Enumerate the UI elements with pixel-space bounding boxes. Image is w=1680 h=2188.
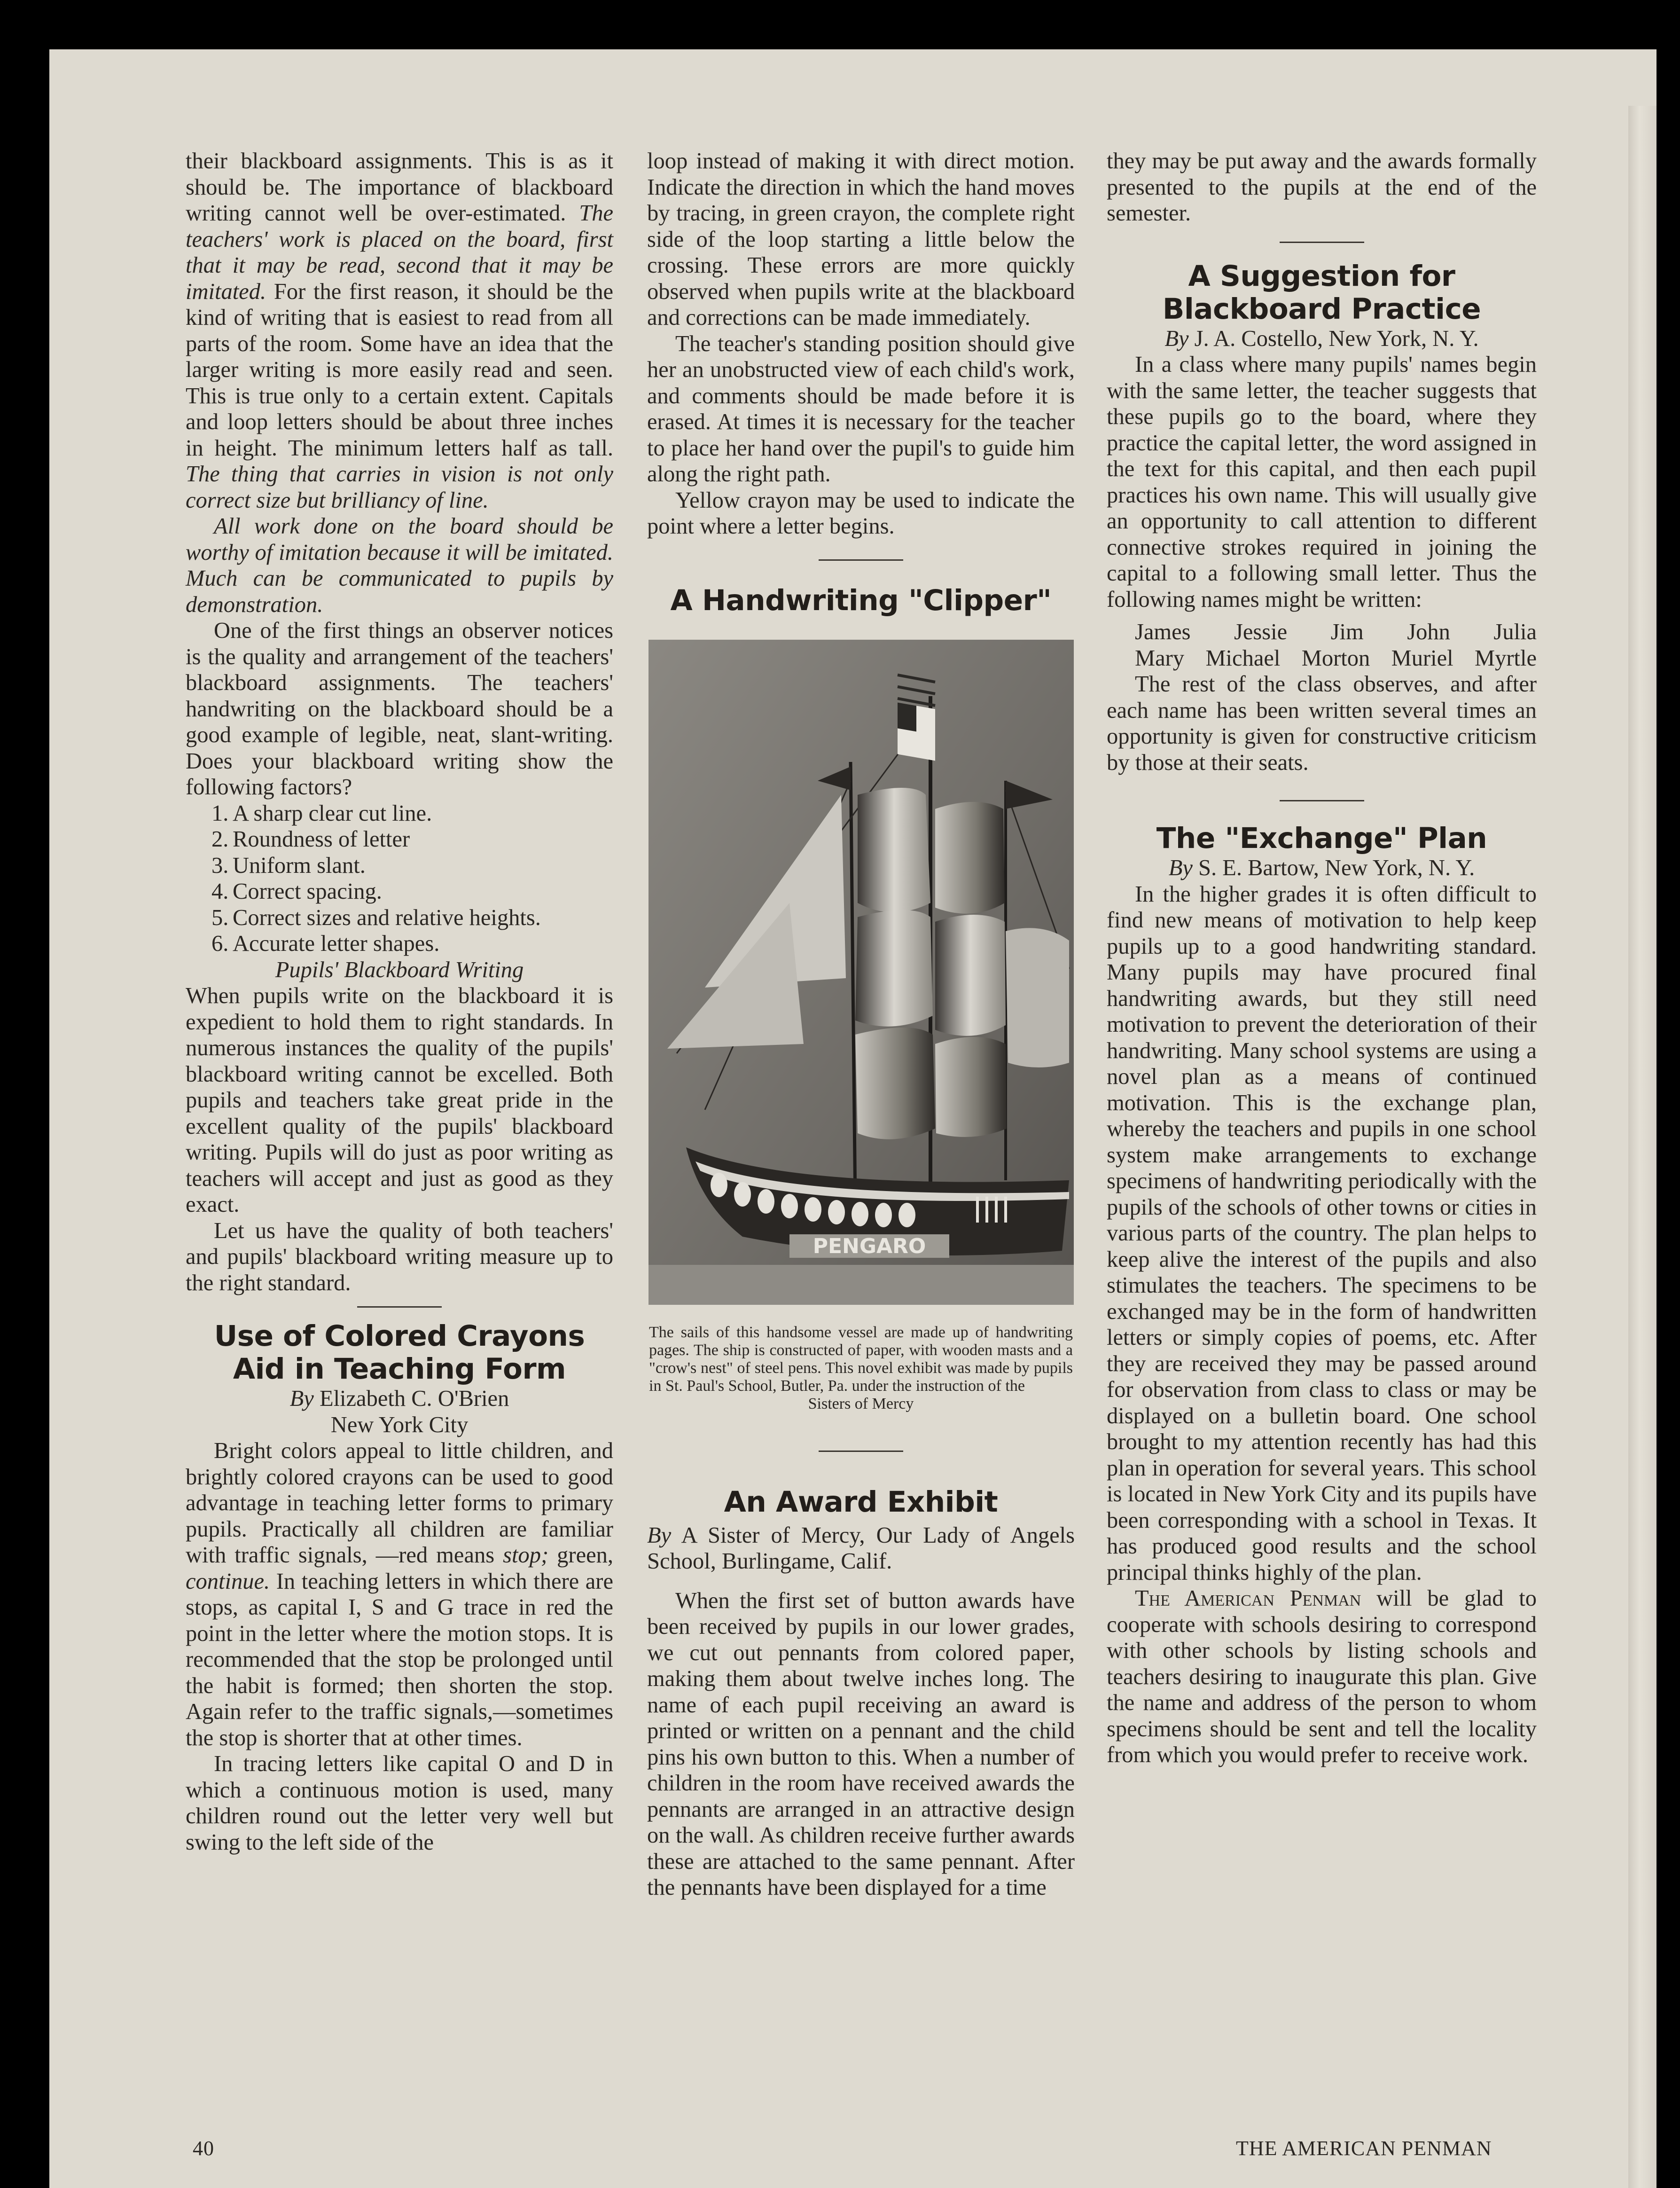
list-item: 6. Accurate letter shapes. [211, 931, 440, 956]
factors-list [186, 800, 613, 957]
ship-photograph [649, 640, 1074, 1305]
column-3 [1107, 148, 1537, 1768]
list-item: 5. Correct sizes and relative heights. [211, 905, 541, 930]
paragraph: When pupils write on the blackboard it is expedient to hold them to right standards. In numerous instances the quality of the pupils' blackboard writing cannot be excelled. Both pupils and teachers take great pride in the excellent quality of the pupils' blackboard writing. Pupils will do just as poor writing as teachers will accept and just as good as they exact. [186, 983, 613, 1217]
section-divider [1280, 800, 1364, 801]
page-number: 40 [193, 2137, 214, 2160]
list-item: 3. Uniform slant. [211, 853, 366, 878]
paragraph: Let us have the quality of both teachers' and pupils' blackboard writing measure up to the right standard. [186, 1218, 613, 1295]
section-divider [1280, 242, 1364, 243]
paragraph: In a class where many pupils' names begin with the same letter, the teacher suggests that these pupils go to the board, where they practice the capital letter, the word assigned in the text for this capital, and then each pupil practices his own name. This will usually give an opportunity to call attention to different connective strokes required in joining the capital to a following small letter. Thus the following names might be written: [1107, 352, 1537, 612]
paragraph: One of the first things an observer notices is the quality and arrangement of the teachers' blackboard assignments. The teachers' handwriting on the blackboard should be a good example of legible, neat, slant-writing. Does your blackboard writing show the following factors? [186, 618, 613, 800]
column-1 [186, 148, 613, 1855]
list-item: 4. Correct spacing. [211, 879, 382, 904]
paragraph: Bright colors appeal to little children, and brightly colored crayons can be used to good advantage in teaching letter forms to primary pupils. Practically all children are familiar with traffic signals, —red means stop; green, continue. In teaching letters in which there are stops, as capital I, S and G trace in red the point in the letter where the motion stops. It is recommended that the stop be prolonged until the habit is formed; then shorten the stop. Again refer to the traffic signals,—sometimes the stop is shorter that at other times. [186, 1438, 613, 1750]
paragraph: loop instead of making it with direct motion. Indicate the direction in which the hand moves by tracing, in green crayon, the complete right side of the loop starting a little below the crossing. These errors are more quickly observed when pupils write at the blackboard and corrections can be made immediately. [647, 149, 1075, 330]
paragraph: they may be put away and the awards formally presented to the pupils at the end of the semester. [1107, 149, 1537, 226]
byline: By A Sister of Mercy, Our Lady of Angels School, Burlingame, Calif. [647, 1522, 1075, 1574]
subheading: Pupils' Blackboard Writing [275, 957, 524, 982]
byline: By S. E. Bartow, New York, N. Y. [1168, 855, 1475, 880]
byline: By J. A. Costello, New York, N. Y. [1164, 326, 1479, 351]
clipper-ship-model-image [649, 640, 1074, 1305]
article-heading: A Suggestion for Blackboard Practice [1162, 259, 1481, 326]
byline: By Elizabeth C. O'Brien [289, 1386, 509, 1411]
byline-place: New York City [330, 1412, 469, 1437]
magazine-page [49, 49, 1657, 2188]
paragraph: When the first set of button awards have been received by pupils in our lower grades, we cut out pennants from colored paper, making them about twelve inches long. The name of each pupil receiving an award is printed or written on a pennant and the child pins his own button to this. When a number of children in the room have received awards the pennants are arranged in an attractive design on the wall. As children receive further awards these are attached to the same pennant. After the pennants have been displayed for a time [647, 1588, 1075, 1900]
running-title: THE AMERICAN PENMAN [1236, 2137, 1492, 2160]
paragraph: The rest of the class observes, and after each name has been written several times an opportunity is given for constructive criticism by those at their seats. [1107, 672, 1537, 775]
article-heading: The "Exchange" Plan [1156, 822, 1487, 855]
section-divider [357, 1306, 442, 1308]
paragraph: In tracing letters like capital O and D in which a continuous motion is used, many children round out the letter very well but swing to the left side of the [186, 1751, 613, 1855]
paragraph: Yellow crayon may be used to indicate the point where a letter begins. [647, 487, 1075, 539]
paragraph: The American Penman will be glad to cooperate with schools desiring to correspond with other schools by listing schools and teachers desiring to inaugurate this plan. Give the name and address of the person to whom specimens should be sent and tell the locality from which you would prefer to receive work. [1107, 1586, 1537, 1767]
list-item: 2. Roundness of letter [211, 827, 410, 852]
paragraph: The teacher's standing position should give her an unobstructed view of each child's work, and comments should be made before it is erased. At times it is necessary for the teacher to place her hand over the pupil's to guide him along the right path. [647, 331, 1075, 486]
paragraph: their blackboard assignments. This is as it should be. The importance of blackboard writing cannot well be over-estimated. The teachers' work is placed on the board, first that it may be read, second that it may be imitated. For the first reason, it should be the kind of writing that is easiest to read from all parts of the room. Some have an idea that the larger writing is more easily read and seen. This is true only to a certain extent. Capitals and loop letters should be about three inches in height. The minimum letters half as tall. The thing that carries in vision is not only correct size but brilliancy of line. [186, 149, 613, 513]
article-heading: An Award Exhibit [724, 1485, 998, 1519]
article-heading: A Handwriting "Clipper" [670, 583, 1052, 617]
list-item: 1. A sharp clear cut line. [211, 800, 432, 826]
section-divider [819, 559, 903, 561]
names-row-2: Mary Michael Morton Muriel Myrtle [1135, 645, 1537, 671]
paragraph: In the higher grades it is often difficult to find new means of motivation to help keep pupils up to a good handwriting standard. Many pupils may have procured final handwriting awards, but they still need motivation to prevent the deterioration of their handwriting. Many school systems are using a novel plan as a means of continued motivation. This is the exchange plan, whereby the teachers and pupils in one school system make arrangements to exchange specimens of handwriting periodically with the pupils of the schools of other towns or cities in various parts of the country. The plan helps to keep alive the interest of the pupils and also stimulates the teachers. The specimens to be exchanged may be in the form of handwritten letters or simply copies of poems, etc. After they are received they may be passed around for observation from class to class or may be displayed on a bulletin board. One school brought to my attention recently has had this plan in operation for several years. This school is located in New York City and its pupils have been corresponding with a school in Texas. It has produced good results and the school principal thinks highly of the plan. [1107, 881, 1537, 1585]
article-heading: Use of Colored Crayons Aid in Teaching Form [214, 1319, 585, 1386]
column-2 [647, 148, 1075, 1901]
photo-caption: The sails of this handsome vessel are made up of handwriting pages. The ship is constructed of paper, with wooden masts and a "crow's nest" of steel pens. This novel exhibit was made by pupils in St. Paul's School, Butler, Pa. under the instruction of the Sisters of Mercy [649, 1323, 1073, 1412]
ship-name-label: PENGARO [813, 1234, 926, 1258]
names-row-1: James Jessie Jim John Julia [1135, 620, 1537, 644]
section-divider [819, 1451, 903, 1452]
paragraph-italic: All work done on the board should be worthy of imitation because it will be imitated. Much can be communicated to pupils by demonstration. [186, 514, 613, 617]
page-edge [1628, 106, 1657, 2188]
